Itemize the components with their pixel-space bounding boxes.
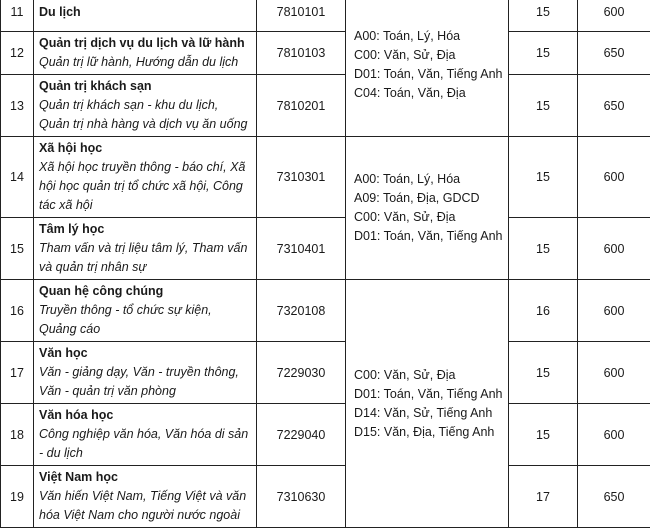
min-score: 600 xyxy=(578,404,650,466)
major-cell xyxy=(34,342,257,404)
major-name: Xã hội học xyxy=(39,139,252,158)
min-score: 600 xyxy=(578,280,650,342)
table-row xyxy=(1,137,650,218)
min-score: 600 xyxy=(578,218,650,280)
major-code: 7810201 xyxy=(257,75,346,137)
combo-item: D01: Toán, Văn, Tiếng Anh xyxy=(354,385,508,404)
specialization: Truyền thông - tổ chức sự kiện, Quảng cáo xyxy=(39,301,252,339)
min-score: 650 xyxy=(578,32,650,75)
major-name: Quản trị dịch vụ du lịch và lữ hành xyxy=(39,34,252,53)
specialization: Văn hiến Việt Nam, Tiếng Việt và văn hóa Việt Nam cho người nước ngoài xyxy=(39,487,252,525)
row-number: 19 xyxy=(1,466,34,528)
major-cell xyxy=(34,137,257,218)
major-code: 7310630 xyxy=(257,466,346,528)
quota: 15 xyxy=(509,342,578,404)
combo-item: D01: Toán, Văn, Tiếng Anh xyxy=(354,65,508,84)
major-code: 7310401 xyxy=(257,218,346,280)
major-code: 7310301 xyxy=(257,137,346,218)
table-row xyxy=(1,342,650,404)
combo-item: D15: Văn, Địa, Tiếng Anh xyxy=(354,423,508,442)
major-name: Quản trị khách sạn xyxy=(39,77,252,96)
specialization: Tham vấn và trị liệu tâm lý, Tham vấn và quản trị nhân sự xyxy=(39,239,252,277)
major-code: 7229040 xyxy=(257,404,346,466)
major-name: Việt Nam học xyxy=(39,468,252,487)
row-number: 12 xyxy=(1,32,34,75)
major-name: Văn hóa học xyxy=(39,406,252,425)
major-name: Du lịch xyxy=(39,3,252,22)
row-number: 14 xyxy=(1,137,34,218)
combo-item: C00: Văn, Sử, Địa xyxy=(354,366,508,385)
min-score: 600 xyxy=(578,137,650,218)
major-name: Văn học xyxy=(39,344,252,363)
table-row xyxy=(1,404,650,466)
specialization: Văn - giảng dạy, Văn - truyền thông, Văn - quản trị văn phòng xyxy=(39,363,252,401)
major-code: 7229030 xyxy=(257,342,346,404)
specialization: Xã hội học truyền thông - báo chí, Xã hội học quản trị tổ chức xã hội, Công tác xã hội xyxy=(39,158,252,215)
specialization: Công nghiệp văn hóa, Văn hóa di sản - du lịch xyxy=(39,425,252,463)
major-code: 7320108 xyxy=(257,280,346,342)
subject-combinations xyxy=(346,137,509,280)
combo-item: A00: Toán, Lý, Hóa xyxy=(354,170,508,189)
major-cell xyxy=(34,0,257,32)
quota: 17 xyxy=(509,466,578,528)
combo-item: C00: Văn, Sử, Địa xyxy=(354,46,508,65)
row-number: 17 xyxy=(1,342,34,404)
row-number: 16 xyxy=(1,280,34,342)
major-cell xyxy=(34,280,257,342)
row-number: 11 xyxy=(1,0,34,32)
subject-combinations xyxy=(346,280,509,528)
major-cell xyxy=(34,404,257,466)
table-row xyxy=(1,280,650,342)
specialization: Quản trị khách sạn - khu du lịch, Quản trị nhà hàng và dịch vụ ăn uống xyxy=(39,96,252,134)
combo-item: A00: Toán, Lý, Hóa xyxy=(354,27,508,46)
min-score: 600 xyxy=(578,342,650,404)
quota: 15 xyxy=(509,32,578,75)
major-cell xyxy=(34,32,257,75)
quota: 15 xyxy=(509,137,578,218)
major-cell xyxy=(34,75,257,137)
min-score: 600 xyxy=(578,0,650,32)
quota: 16 xyxy=(509,280,578,342)
combo-item: A09: Toán, Địa, GDCD xyxy=(354,189,508,208)
major-name: Quan hệ công chúng xyxy=(39,282,252,301)
quota: 15 xyxy=(509,404,578,466)
table-row xyxy=(1,0,650,32)
table-row xyxy=(1,75,650,137)
quota: 15 xyxy=(509,75,578,137)
min-score: 650 xyxy=(578,75,650,137)
subject-combinations xyxy=(346,0,509,137)
major-cell xyxy=(34,218,257,280)
combo-item: C00: Văn, Sử, Địa xyxy=(354,208,508,227)
row-number: 15 xyxy=(1,218,34,280)
specialization: Quản trị lữ hành, Hướng dẫn du lịch xyxy=(39,53,252,72)
table-row xyxy=(1,218,650,280)
combo-item: C04: Toán, Văn, Địa xyxy=(354,84,508,103)
row-number: 18 xyxy=(1,404,34,466)
row-number: 13 xyxy=(1,75,34,137)
combo-item: D14: Văn, Sử, Tiếng Anh xyxy=(354,404,508,423)
quota: 15 xyxy=(509,0,578,32)
quota: 15 xyxy=(509,218,578,280)
min-score: 650 xyxy=(578,466,650,528)
combo-item: D01: Toán, Văn, Tiếng Anh xyxy=(354,227,508,246)
table-row xyxy=(1,32,650,75)
major-name: Tâm lý học xyxy=(39,220,252,239)
major-code: 7810103 xyxy=(257,32,346,75)
major-code: 7810101 xyxy=(257,0,346,32)
